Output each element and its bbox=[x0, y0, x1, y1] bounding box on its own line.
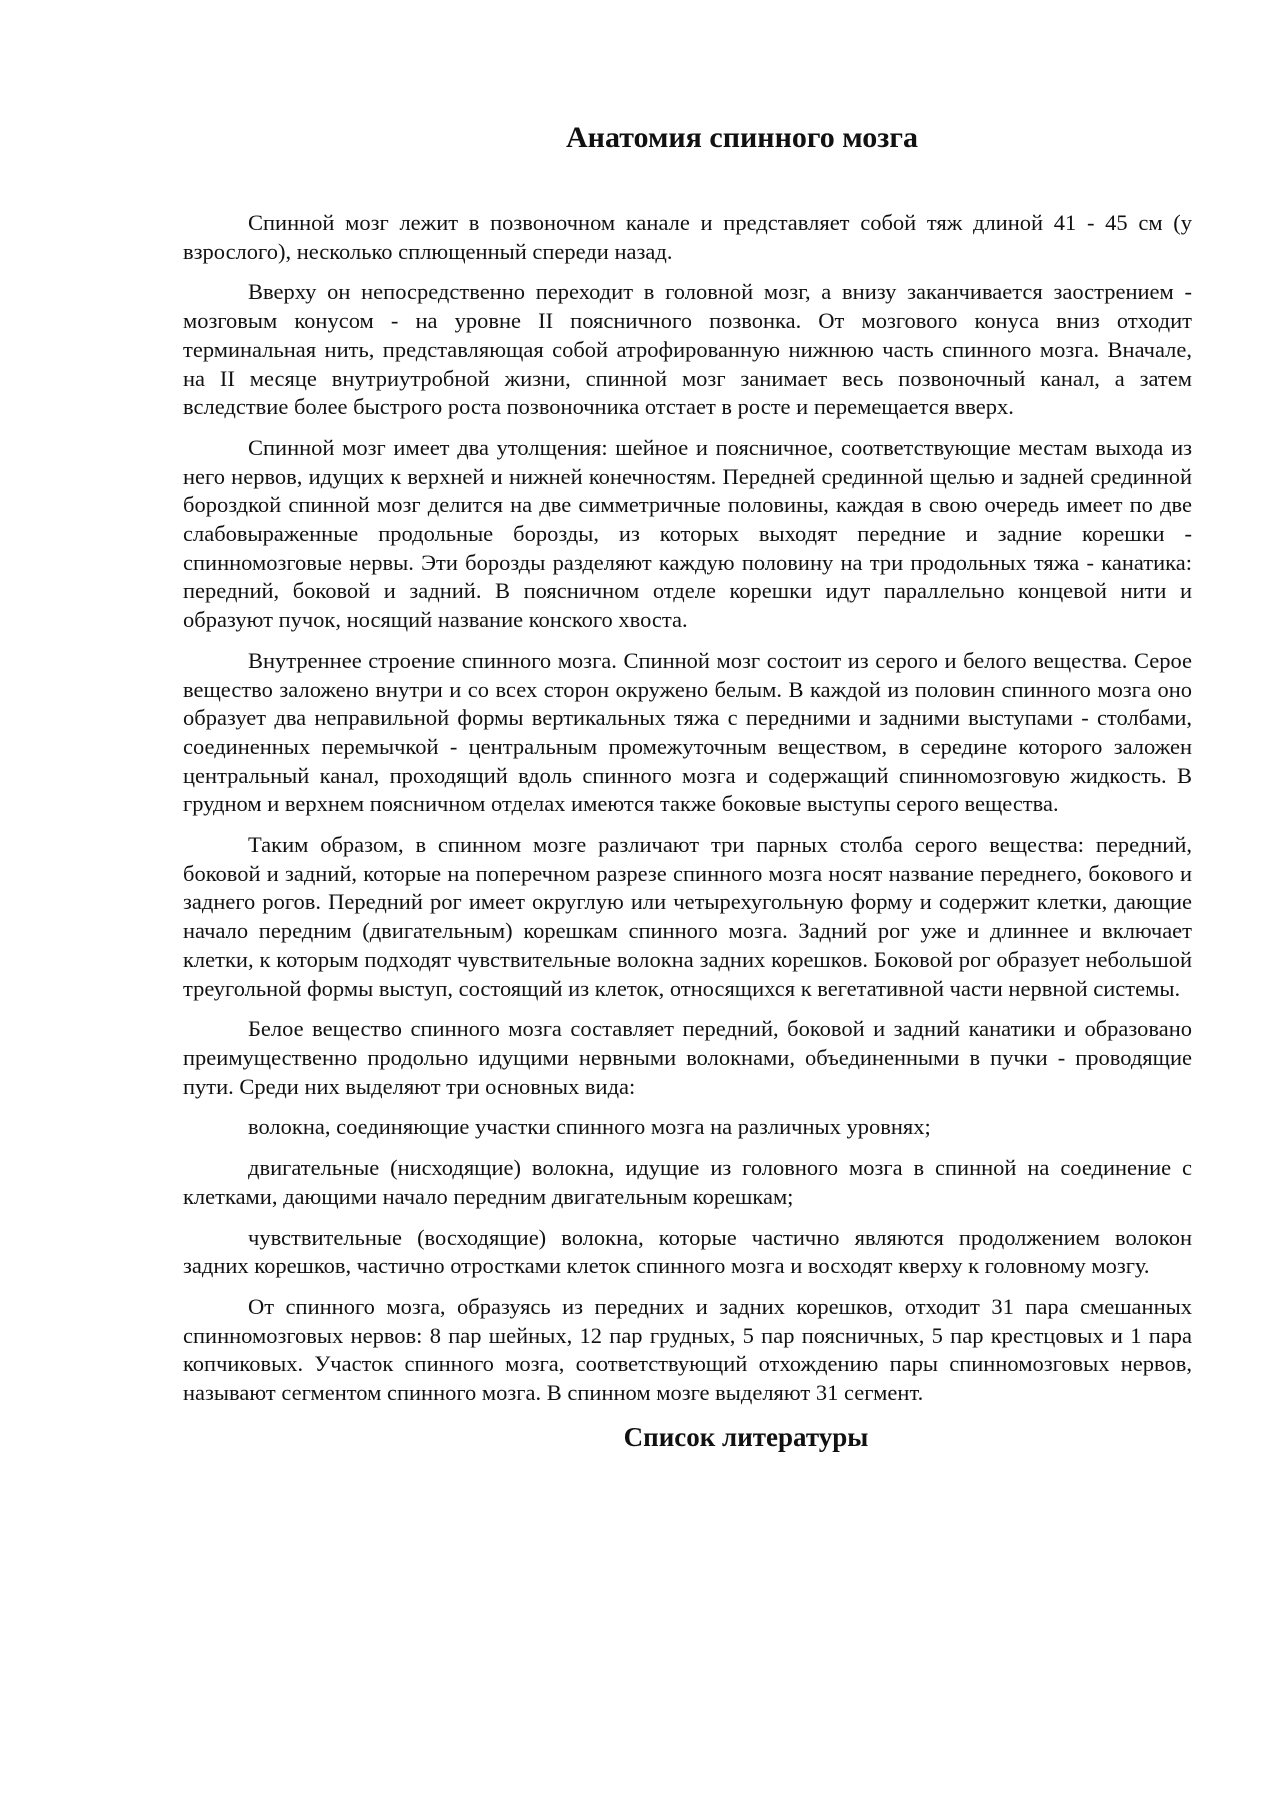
paragraph-spinal-nerves: От спинного мозга, образуясь из передних и задних корешков, отходит 31 пара смешанных спинномозговых нервов: 8 пар шейных, 12 пар грудных, 5 пар поясничных, 5 пар крестцовых и 1 пара копчиковых. Участок спинного мозга, соответствующий отхождению пары спинномозговых нервов, называют сегментом спинного мозга. В спинном мозге выделяют 31 сегмент. bbox=[183, 1293, 1192, 1406]
paragraph-internal-structure: Внутреннее строение спинного мозга. Спинной мозг состоит из серого и белого вещества. Серое вещество заложено внутри и со всех сторон окружено белым. В каждой из половин спинного мозга оно образует два неправильной формы вертикальных тяжа с передними и задними выступами - столбами, соединенных перемычкой - центральным промежуточным веществом, в середине которого заложен центральный канал, проходящий вдоль спинного мозга и содержащий спинномозговую жидкость. В грудном и верхнем поясничном отделах имеются также боковые выступы серого вещества. bbox=[183, 647, 1192, 817]
list-item-sensory-fibers: чувствительные (восходящие) волокна, которые частично являются продолжением волокон задних корешков, частично отростками клеток спинного мозга и восходят кверху к головному мозгу. bbox=[183, 1224, 1192, 1279]
paragraph-upper-lower-ends: Вверху он непосредственно переходит в головной мозг, а внизу заканчивается заострением - мозговым конусом - на уровне II поясничного позвонка. От мозгового конуса вниз отходит терминальная нить, представляющая собой атрофированную нижнюю часть спинного мозга. Вначале, на II месяце внутриутробной жизни, спинной мозг занимает весь позвоночный канал, а затем вследствие более быстрого роста позвоночника отстает в росте и перемещается вверх. bbox=[183, 279, 1192, 420]
paragraph-enlargements: Спинной мозг имеет два утолщения: шейное и поясничное, соответствующие местам выхода из него нервов, идущих к верхней и нижней конечностям. Передней срединной щелью и задней срединной бороздкой спинной мозг делится на две симметричные половины, каждая в свою очередь имеет по две слабовыраженные продольные борозды, из которых выходят передние и задние корешки - спинномозговые нервы. Эти борозды разделяют каждую половину на три продольных тяжа - канатика: передний, боковой и задний. В поясничном отделе корешки идут параллельно концевой нити и образуют пучок, носящий название конского хвоста. bbox=[183, 434, 1192, 633]
list-item-motor-fibers: двигательные (нисходящие) волокна, идущие из головного мозга в спинной на соединение с клетками, дающими начало передним двигательным корешкам; bbox=[183, 1155, 1192, 1209]
paragraph-white-matter: Белое вещество спинного мозга составляет передний, боковой и задний канатики и образовано преимущественно продольно идущими нервными волокнами, объединенными в пучки - проводящие пути. Среди них выделяют три основных вида: bbox=[183, 1016, 1192, 1099]
list-item-connecting-fibers: волокна, соединяющие участки спинного мозга на различных уровнях; bbox=[248, 1114, 931, 1140]
paragraph-gray-matter-horns: Таким образом, в спинном мозге различают три парных столба серого вещества: передний, боковой и задний, которые на поперечном разрезе спинного мозга носят название переднего, бокового и заднего рогов. Передний рог имеет округлую или четырехугольную форму и содержит клетки, дающие начало передним (двигательным) корешкам спинного мозга. Задний рог уже и длиннее и включает клетки, к которым подходят чувствительные волокна задних корешков. Боковой рог образует небольшой треугольной формы выступ, состоящий из клеток, относящихся к вегетативной части нервной системы. bbox=[183, 832, 1192, 1001]
document-page bbox=[183, 120, 1192, 1454]
paragraph-intro: Спинной мозг лежит в позвоночном канале и представляет собой тяж длиной 41 - 45 см (у взрослого), несколько сплющенный спереди назад. bbox=[183, 210, 1192, 264]
references-heading: Список литературы bbox=[623, 1421, 869, 1452]
document-title: Анатомия спинного мозга bbox=[566, 121, 918, 154]
